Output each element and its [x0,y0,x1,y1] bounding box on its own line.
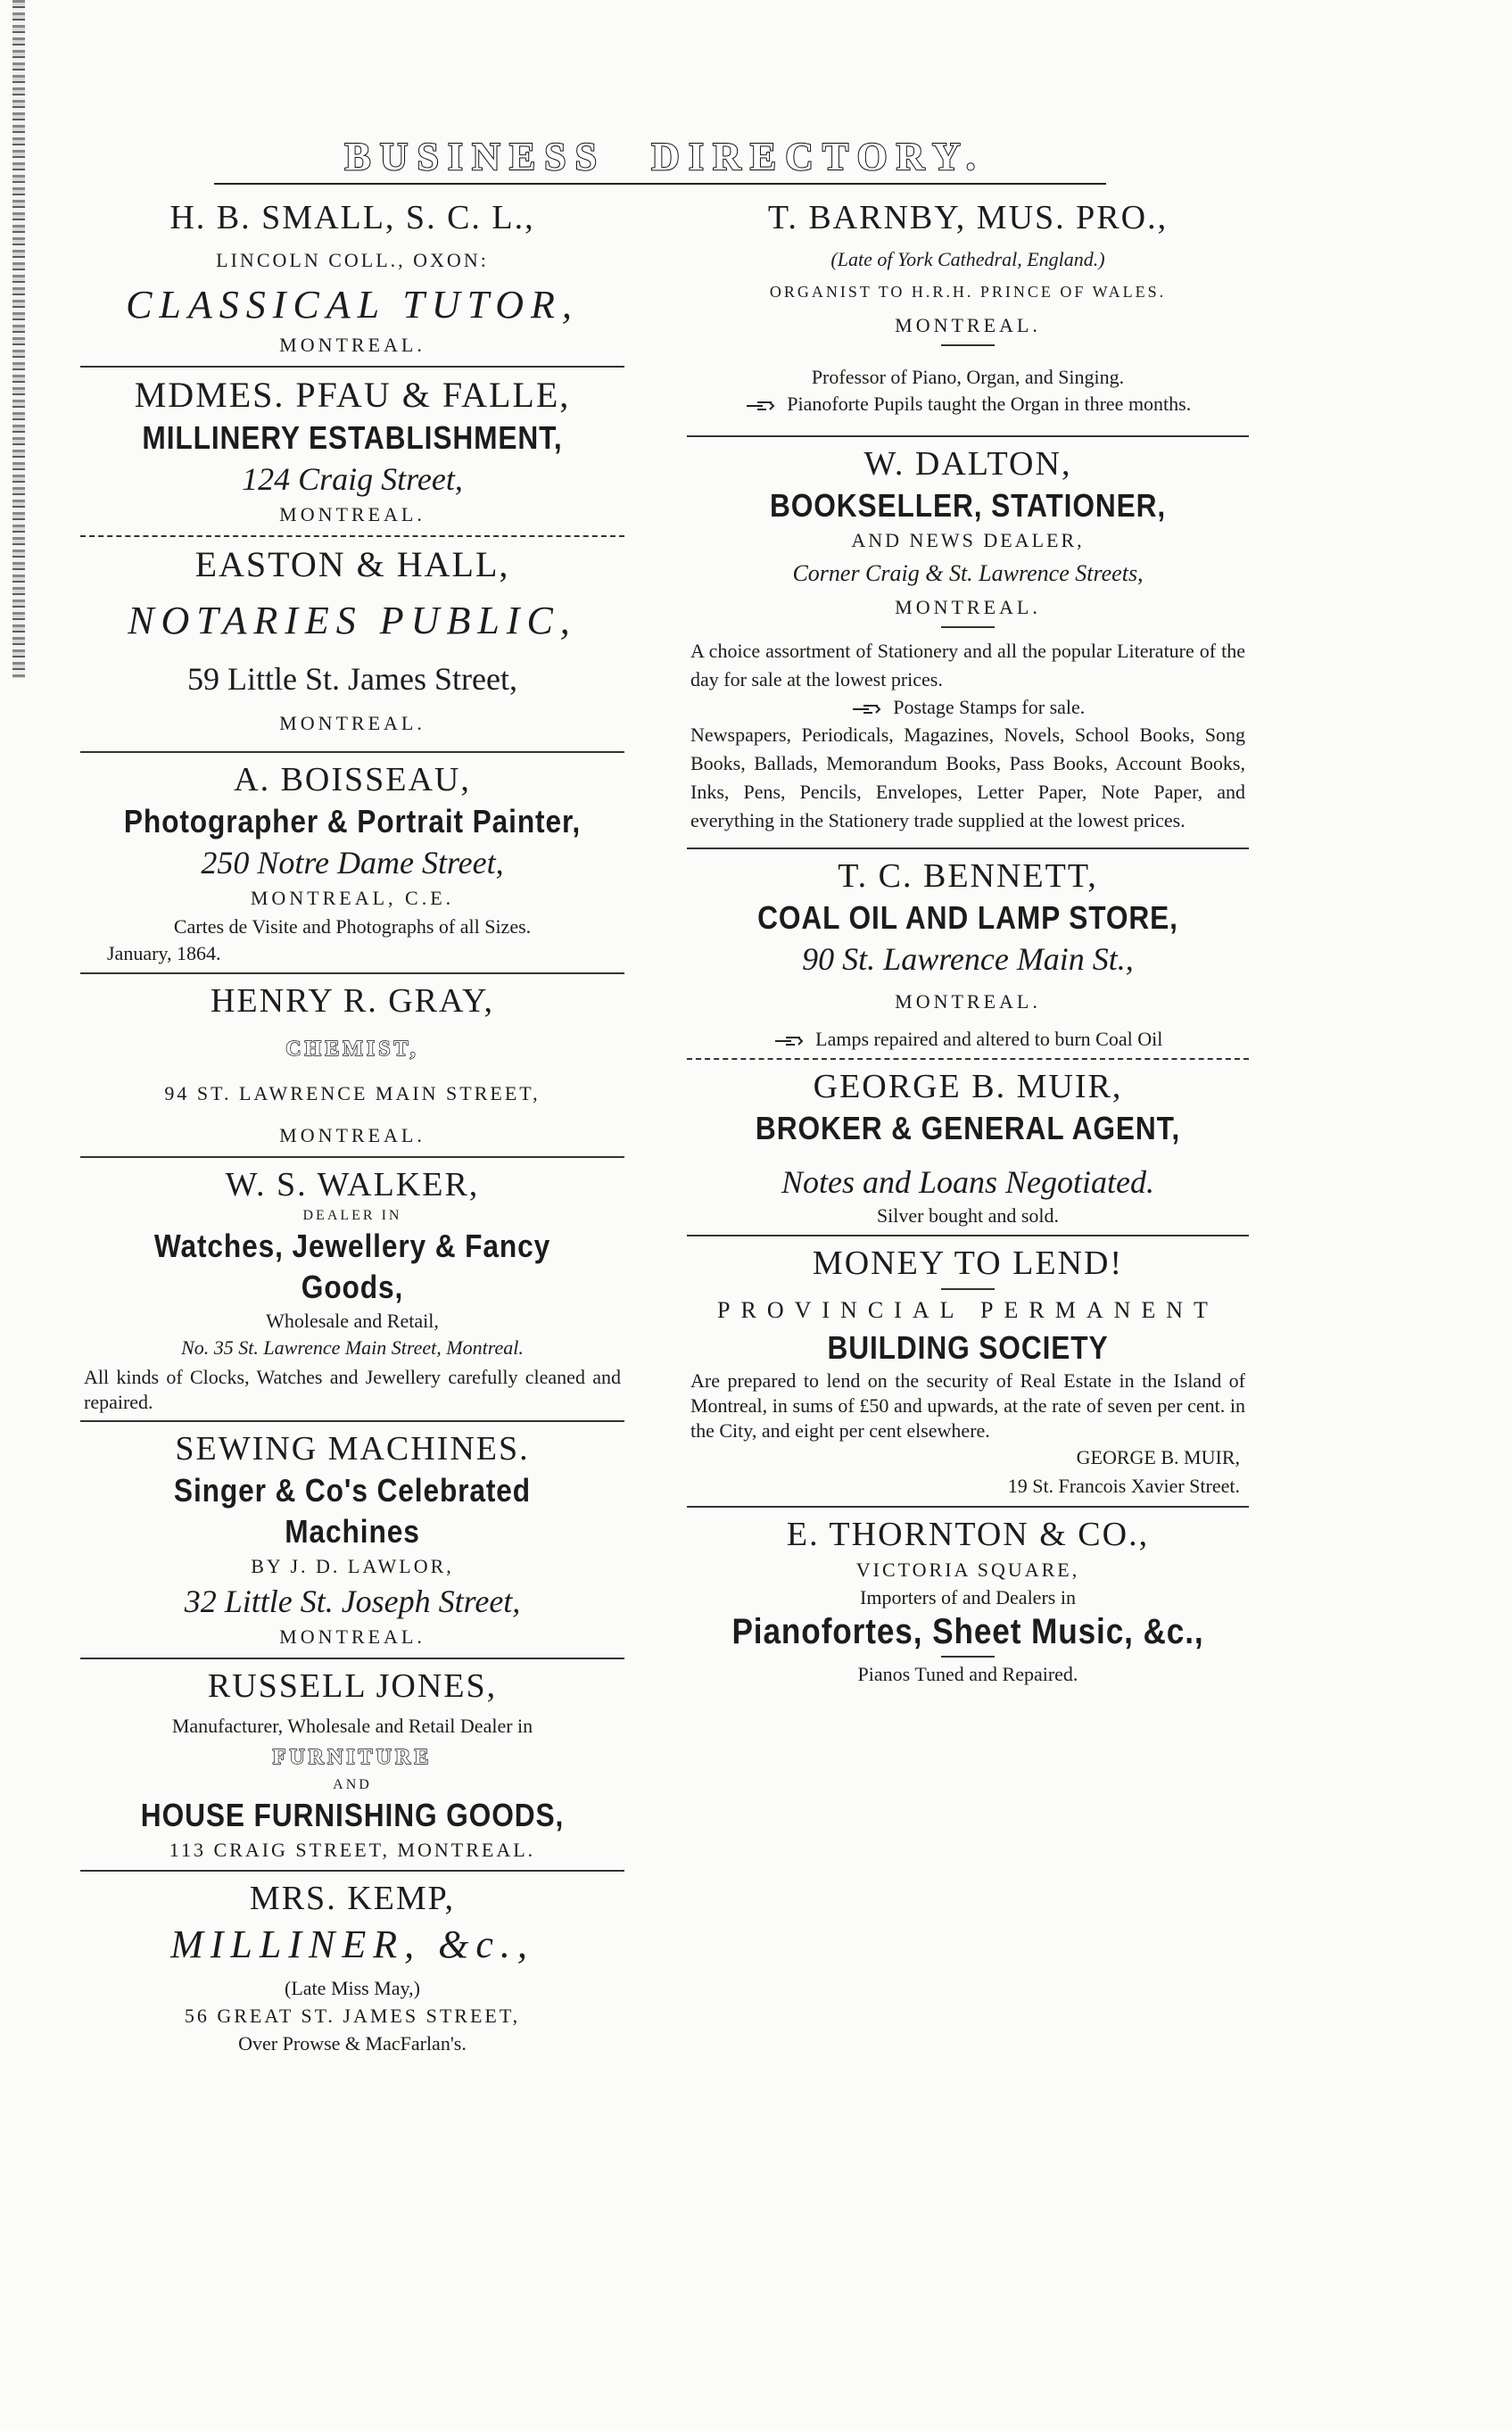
divider [80,751,624,753]
left-column [71,196,633,2057]
ad-prof: Professor of Piano, Organ, and Singing. [811,366,1125,388]
ad-name: HENRY R. GRAY, [210,982,494,1020]
right-column [678,196,1258,1688]
divider [80,972,624,974]
ad-name: RUSSELL JONES, [207,1667,498,1705]
divider [80,1156,624,1158]
title-rule [214,183,1106,185]
ad-city: MONTREAL. [895,314,1041,336]
ad-note-text: Lamps repaired and altered to burn Coal Oil [815,1028,1163,1050]
ad-gray [71,980,633,1151]
ad-stamps [678,694,1258,721]
pointing-hand-icon [851,703,881,715]
divider [80,1870,624,1872]
ad-sign: GEORGE B. MUIR, [1076,1446,1240,1468]
ad-dealer: DEALER IN [302,1208,402,1223]
ad-name: SEWING MACHINES. [175,1430,530,1468]
ad-trade: Pianofortes, Sheet Music, &c., [731,1612,1204,1651]
ad-date: January, 1864. [107,942,221,964]
ad-importers: Importers of and Dealers in [860,1586,1076,1608]
divider [80,1658,624,1659]
ad-city: MONTREAL. [279,712,426,734]
pointing-hand-icon [773,1035,804,1047]
ad-address: No. 35 St. Lawrence Main Street, Montreal. [181,1336,524,1359]
ad-and: AND [333,1777,372,1792]
ad-address: 32 Little St. Joseph Street, [184,1583,521,1619]
divider [80,1420,624,1422]
ad-name: T. BARNBY, MUS. PRO., [767,199,1169,236]
ad-address: 59 Little St. James Street, [187,661,517,697]
ad-city: MONTREAL. [279,1124,426,1146]
ad-boisseau [71,758,633,967]
page-edge-scan [12,0,25,678]
ad-para-2: Newspapers, Periodicals, Magazines, Novels, School Books, Song Books, Ballads, Memorandum Books, Pass Books, Account Books, Inks, Pens, Pencils, Envelopes, Letter Paper, Note Paper, and everything in the Stationery trade supplied at the lowest prices. [690,724,1245,831]
ad-name: A. BOISSEAU, [234,761,471,798]
ad-address: 56 GREAT ST. JAMES STREET, [184,2005,521,2027]
ad-by: BY J. D. LAWLOR, [251,1555,454,1577]
ad-sewing [71,1427,633,1652]
ad-barnby [678,196,1258,418]
ad-silver: Silver bought and sold. [876,1204,1060,1227]
ad-terms: Wholesale and Retail, [266,1310,439,1332]
ad-small [71,196,633,360]
ad-name: EASTON & HALL, [194,544,510,584]
ad-note: Cartes de Visite and Photographs of all Sizes. [173,915,532,938]
ad-name: MRS. KEMP, [249,1880,456,1917]
divider [687,435,1249,437]
ad-trade: CHEMIST, [285,1038,419,1061]
ad-notes: Notes and Loans Negotiated. [781,1164,1154,1200]
ad-trade: BROKER & GENERAL AGENT, [755,1110,1181,1146]
ad-walker [71,1163,633,1415]
short-divider [941,1288,995,1290]
ad-name: MDMES. PFAU & FALLE, [134,375,571,415]
pointing-hand-icon [745,400,775,412]
short-divider [941,1656,995,1658]
ad-address: 94 ST. LAWRENCE MAIN STREET, [164,1082,541,1104]
ad-late: (Late Miss May,) [285,1977,420,1999]
ad-provincial: PROVINCIAL PERMANENT [717,1297,1219,1323]
divider [687,1506,1249,1508]
ad-trade: NOTARIES PUBLIC, [128,599,577,642]
ad-note [678,391,1258,418]
ad-name: W. S. WALKER, [225,1166,480,1203]
ad-address: 113 CRAIG STREET, MONTREAL. [169,1839,536,1861]
ad-note [678,1026,1258,1053]
ad-city: MONTREAL. [895,990,1041,1013]
divider [687,1058,1249,1060]
ad-city: MONTREAL. [279,334,426,356]
ad-sign-address: 19 St. Francois Xavier Street. [1007,1475,1240,1497]
ad-trade: Singer & Co's Celebrated Machines [173,1472,532,1550]
divider [687,848,1249,849]
ad-address: Corner Craig & St. Lawrence Streets, [792,560,1144,586]
ad-square: VICTORIA SQUARE, [855,1559,1080,1581]
ad-address: 124 Craig Street, [242,461,463,497]
ad-bennett [678,855,1258,1053]
ad-city: MONTREAL. [279,503,426,525]
ad-name: T. C. BENNETT, [838,857,1098,895]
page-title: BUSINESS DIRECTORY. [344,135,985,178]
ad-jones [71,1665,633,1865]
ad-kemp [71,1877,633,2057]
ad-trade: MILLINERY ESTABLISHMENT, [142,419,563,456]
divider [687,1235,1249,1236]
ad-name: W. DALTON, [863,445,1072,483]
ad-society: BUILDING SOCIETY [827,1329,1109,1366]
ad-over: Over Prowse & MacFarlan's. [238,2032,467,2055]
ad-trade: Photographer & Portrait Painter, [123,803,582,839]
ad-money [678,1242,1258,1501]
ad-muir [678,1065,1258,1229]
ad-address: 90 St. Lawrence Main St., [802,941,1134,977]
ad-trade: BOOKSELLER, STATIONER, [769,487,1167,524]
ad-stamps-text: Postage Stamps for sale. [893,696,1086,718]
ad-tuned: Pianos Tuned and Repaired. [857,1663,1078,1685]
ad-city: MONTREAL. [279,1625,426,1648]
ad-para-1: A choice assortment of Stationery and all the popular Literature of the day for sale at the lowest prices. [690,640,1245,690]
ad-para: Are prepared to lend on the security of Real Estate in the Island of Montreal, in sums of £50 and upwards, at the rate of seven per cent. in the City, and eight per cent elsewhere. [690,1369,1245,1442]
ad-name: H. B. SMALL, S. C. L., [169,199,535,236]
ad-dalton [678,442,1258,835]
ad-trade: COAL OIL AND LAMP STORE, [757,899,1178,936]
divider [80,535,624,537]
ad-trade: CLASSICAL TUTOR, [126,283,579,327]
short-divider [941,626,995,628]
ad-pfau [71,373,633,530]
ad-thornton [678,1513,1258,1688]
ad-college: LINCOLN COLL., OXON: [216,249,489,271]
ad-city: MONTREAL. [895,596,1041,618]
ad-name: E. THORNTON & CO., [786,1516,1150,1553]
ad-trade-1: FURNITURE [272,1746,433,1769]
ad-name: GEORGE B. MUIR, [813,1068,1123,1105]
ad-trade: Watches, Jewellery & Fancy Goods, [153,1228,551,1305]
ad-late: (Late of York Cathedral, England.) [830,248,1105,270]
ad-note-text: Pianoforte Pupils taught the Organ in three months. [787,393,1192,415]
ad-news: AND NEWS DEALER, [851,529,1085,551]
divider [80,366,624,368]
ad-trade-2: HOUSE FURNISHING GOODS, [140,1797,565,1833]
ad-organist: ORGANIST TO H.R.H. PRINCE OF WALES. [769,283,1167,301]
ad-easton [71,542,633,739]
ad-note: All kinds of Clocks, Watches and Jewellery carefully cleaned and repaired. [84,1366,621,1413]
ad-title: MONEY TO LEND! [812,1244,1124,1282]
short-divider [941,344,995,346]
ad-city: MONTREAL, C.E. [250,887,455,909]
ad-address: 250 Notre Dame Street, [201,845,504,881]
ad-trade: MILLINER, &c., [170,1922,534,1966]
directory-page [71,98,1258,2346]
ad-desc: Manufacturer, Wholesale and Retail Dealer in [171,1715,533,1737]
